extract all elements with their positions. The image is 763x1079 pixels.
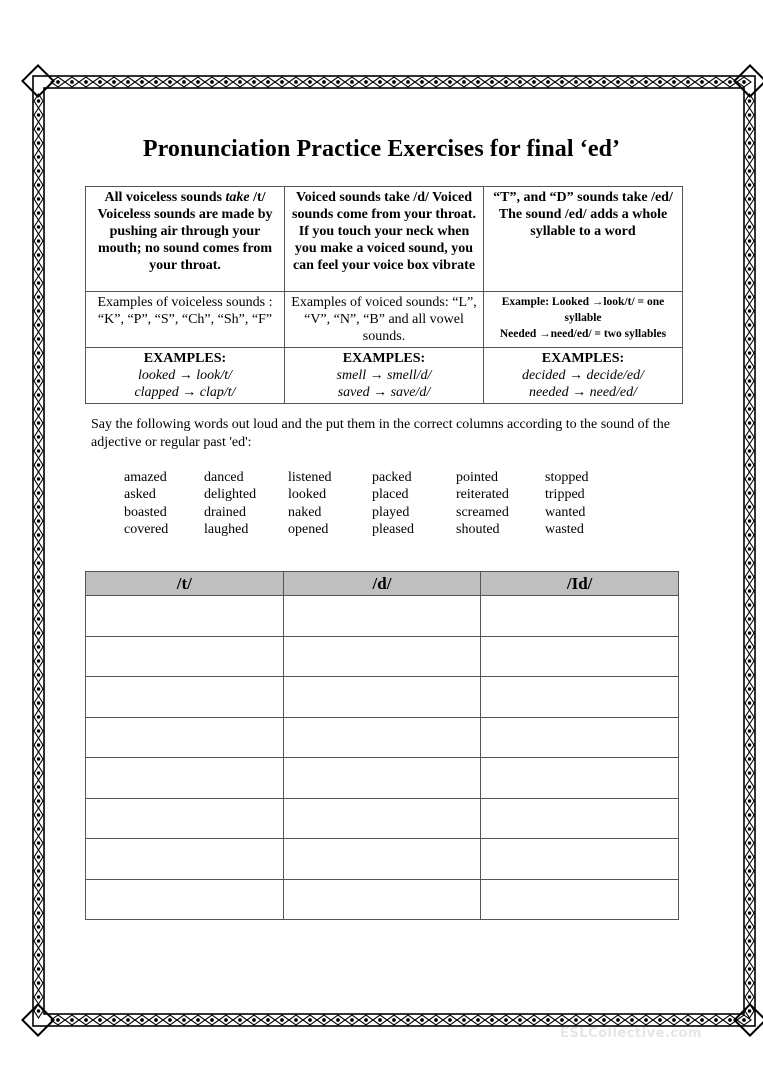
answer-row [86, 717, 679, 758]
voiced-rule-text: Voiced sounds take /d/ Voiced sounds come from your throat. If you touch your neck when you make a voiced sound, you can feel your voice box vibrate [292, 190, 476, 273]
example-line: needed → need/ed/ [528, 385, 638, 400]
answer-row [86, 677, 679, 718]
header-t: /t/ [86, 572, 284, 596]
answer-header-row [86, 572, 679, 596]
answer-row [86, 758, 679, 799]
word-item: screamed [456, 504, 509, 520]
word-item: looked [288, 487, 327, 503]
answer-cell[interactable] [86, 758, 284, 799]
rules-examples-desc-row [86, 292, 683, 348]
word-item: danced [204, 470, 244, 485]
answer-cell[interactable] [481, 839, 679, 880]
instructions-text: Say the following words out loud and the put them in the correct columns according to the sound of the adjective or regular past 'ed': [91, 417, 670, 450]
example-line: looked → look/t/ [137, 368, 233, 383]
header-id: /Id/ [481, 572, 679, 596]
voiceless-rule-text-b: /t/ Voiceless sounds are made by pushing air through your mouth; no sound comes from your throat. [97, 190, 273, 273]
word-item: wasted [545, 521, 584, 537]
rules-examples-row [86, 348, 683, 404]
watermark: ESLCollective.com [560, 1026, 703, 1041]
word-item: pointed [456, 470, 498, 485]
word-item: covered [124, 521, 169, 537]
answer-cell[interactable] [283, 717, 481, 758]
voiceless-rule-cell [86, 187, 285, 292]
answer-table [85, 571, 679, 920]
answer-cell[interactable] [283, 677, 481, 718]
answer-row [86, 798, 679, 839]
word-column [288, 469, 332, 538]
word-item: laughed [204, 521, 249, 537]
rules-table [85, 186, 683, 404]
answer-cell[interactable] [481, 879, 679, 920]
examples-label: EXAMPLES: [143, 351, 227, 366]
answer-cell[interactable] [86, 839, 284, 880]
word-item: packed [372, 470, 412, 485]
example-line: saved → save/d/ [337, 385, 431, 400]
word-item: opened [288, 521, 329, 537]
answer-cell[interactable] [283, 839, 481, 880]
answer-cell[interactable] [86, 717, 284, 758]
answer-cell[interactable] [86, 798, 284, 839]
answer-cell[interactable] [86, 596, 284, 637]
answer-cell[interactable] [283, 879, 481, 920]
ed-example-two-syllables: Needed →need/ed/ = two syllables [499, 328, 667, 340]
ed-examples-desc [484, 292, 683, 348]
word-item: placed [372, 487, 409, 503]
word-item: amazed [124, 470, 167, 485]
answer-cell[interactable] [86, 636, 284, 677]
answer-cell[interactable] [481, 636, 679, 677]
header-d: /d/ [283, 572, 481, 596]
answer-row [86, 879, 679, 920]
answer-cell[interactable] [481, 717, 679, 758]
examples-label: EXAMPLES: [541, 351, 625, 366]
word-item: reiterated [456, 487, 509, 503]
answer-row [86, 636, 679, 677]
example-line: clapped → clap/t/ [134, 385, 236, 400]
answer-row [86, 839, 679, 880]
answer-row [86, 596, 679, 637]
word-item: played [372, 504, 410, 520]
answer-cell[interactable] [86, 879, 284, 920]
answer-cell[interactable] [481, 596, 679, 637]
word-item: boasted [124, 504, 167, 520]
answer-cell[interactable] [481, 677, 679, 718]
word-item: delighted [204, 487, 257, 503]
word-column [545, 469, 589, 538]
voiced-examples-desc: Examples of voiced sounds: “L”, “V”, “N”, “B” and all vowel sounds. [285, 292, 484, 348]
answer-cell[interactable] [283, 798, 481, 839]
answer-cell[interactable] [481, 798, 679, 839]
word-item: drained [204, 504, 246, 520]
rules-intro-row [86, 187, 683, 292]
ed-rule-text: “T”, and “D” sounds take /ed/ The sound /ed/ adds a whole syllable to a word [493, 190, 673, 239]
example-line: decided → decide/ed/ [521, 368, 645, 383]
example-line: smell → smell/d/ [336, 368, 432, 383]
word-item: tripped [545, 487, 585, 503]
word-item: asked [124, 487, 156, 503]
word-item: naked [288, 504, 322, 520]
word-column [124, 469, 168, 538]
answer-cell[interactable] [283, 758, 481, 799]
ed-example-one-syllable: Example: Looked →look/t/ = one syllable [501, 296, 665, 324]
word-column [204, 469, 256, 538]
voiced-examples-cell [285, 348, 484, 404]
examples-label: EXAMPLES: [342, 351, 426, 366]
answer-cell[interactable] [86, 677, 284, 718]
word-item: shouted [456, 521, 500, 537]
answer-cell[interactable] [481, 758, 679, 799]
voiceless-examples-cell [86, 348, 285, 404]
voiceless-rule-take: take [225, 190, 250, 205]
word-item: stopped [545, 470, 589, 485]
answer-cell[interactable] [283, 596, 481, 637]
voiceless-examples-desc: Examples of voiceless sounds : “K”, “P”, “S”, “Ch”, “Sh”, “F” [86, 292, 285, 348]
word-column [456, 469, 509, 538]
answer-cell[interactable] [283, 636, 481, 677]
ed-rule-cell [484, 187, 683, 292]
worksheet-title: Pronunciation Practice Exercises for final ‘ed’ [142, 136, 621, 162]
voiceless-rule-text-a: All voiceless sounds [104, 190, 226, 205]
ed-examples-cell [484, 348, 683, 404]
word-item: listened [288, 470, 332, 485]
word-item: wanted [545, 504, 586, 520]
word-column [372, 469, 414, 538]
voiced-rule-cell [285, 187, 484, 292]
word-item: pleased [372, 521, 414, 537]
